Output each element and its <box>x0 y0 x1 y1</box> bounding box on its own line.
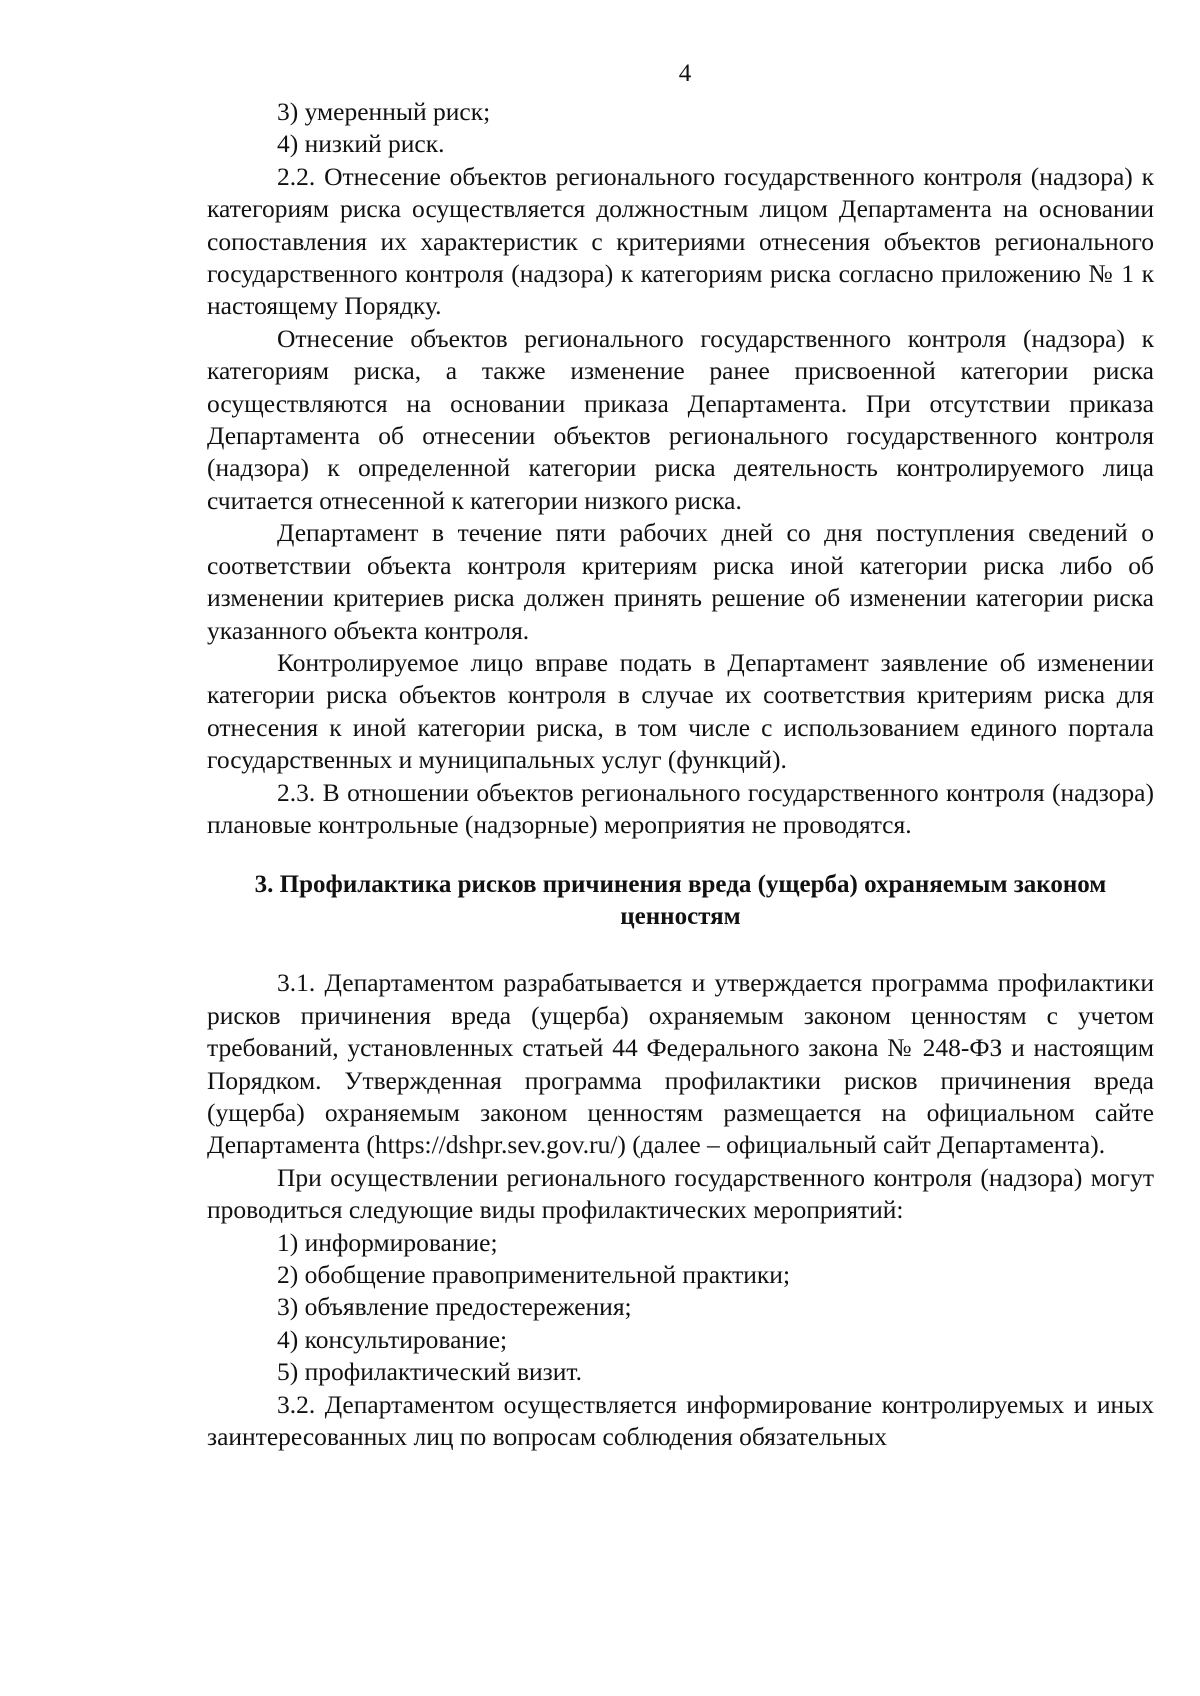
paragraph-risk-assignment: Отнесение объектов регионального государственного контроля (надзора) к категориям риска, а также изменение ранее присвоенной категории риска осуществляются на основании приказа Департамента. При отсутствии приказа Департамента об отнесении объектов регионального государственного контроля (надзора) к определенной категории риска деятельность контролируемого лица считается отнесенной к категории низкого риска. <box>207 323 1154 515</box>
spacer <box>207 841 1154 869</box>
document-body <box>207 96 1154 1453</box>
list-item-preventive-visit: 5) профилактический визит. <box>277 1357 582 1387</box>
list-item-consulting: 4) консультирование; <box>277 1324 508 1354</box>
paragraph-controlled-person-application: Контролируемое лицо вправе подать в Департамент заявление об изменении категории риска объектов контроля в случае их соответствия критериям риска для отнесения к иной категории риска, в том числе с использованием единого портала государственных и муниципальных услуг (функций). <box>207 647 1154 775</box>
paragraph-3-1: 3.1. Департаментом разрабатывается и утверждается программа профилактики рисков причинения вреда (ущерба) охраняемым законом ценностям с учетом требований, установленных статьей 44 Федерального закона № 248-ФЗ и настоящим Порядком. Утвержденная программа профилактики рисков причинения вреда (ущерба) охраняемым законом ценностям размещается на официальном сайте Департамента (https://dshpr.sev.gov.ru/) (далее – официальный сайт Департамента). <box>207 968 1154 1160</box>
paragraph-prevention-measures-intro: При осуществлении регионального государственного контроля (надзора) могут проводиться следующие виды профилактических мероприятий: <box>207 1162 1154 1225</box>
paragraph-2-2: 2.2. Отнесение объектов регионального государственного контроля (надзора) к категориям риска осуществляется должностным лицом Департамента на основании сопоставления их характеристик с критериями отнесения объектов регионального государственного контроля (надзора) к категориям риска согласно приложению № 1 к настоящему Порядку. <box>207 161 1154 321</box>
paragraph-3-2: 3.2. Департаментом осуществляется информирование контролируемых и иных заинтересованных лиц по вопросам соблюдения обязательных <box>207 1389 1154 1452</box>
page-number: 4 <box>678 60 692 87</box>
section-heading: 3. Профилактика рисков причинения вреда (ущерба) охраняемым законом ценностям <box>254 871 1107 931</box>
spacer <box>207 933 1154 967</box>
paragraph-category-change-decision: Департамент в течение пяти рабочих дней со дня поступления сведений о соответствии объекта контроля критериям риска иной категории риска либо об изменении критериев риска должен принять решение об изменении категории риска указанного объекта контроля. <box>207 518 1154 645</box>
list-item-informing: 1) информирование; <box>277 1227 498 1257</box>
paragraph-2-3: 2.3. В отношении объектов регионального государственного контроля (надзора) плановые контрольные (надзорные) мероприятия не проводятся. <box>207 777 1154 839</box>
list-item-moderate-risk: 3) умеренный риск; <box>277 97 491 126</box>
list-item-low-risk: 4) низкий риск. <box>277 129 445 159</box>
list-item-practice-generalization: 2) обобщение правоприменительной практики; <box>277 1260 791 1289</box>
list-item-warning: 3) объявление предостережения; <box>277 1292 632 1322</box>
